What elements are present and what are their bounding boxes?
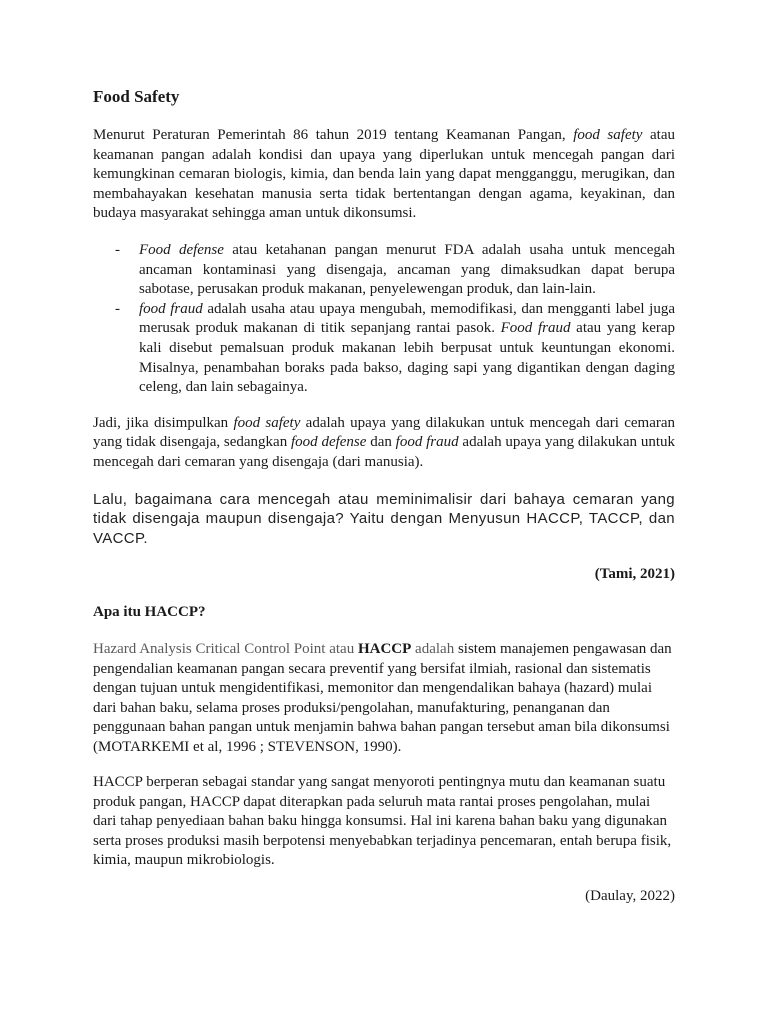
haccp-role-paragraph: HACCP berperan sebagai standar yang sangat menyoroti pentingnya mutu dan keamanan suatu produk pangan, HACCP dapat diterapkan pada seluruh mata rantai proses pengolahan, mulai dari tahap penyediaan bahan baku hingga konsumsi. Hal ini karena bahan baku yang digunakan serta proses produksi masih berpotensi menyebabkan terjadinya pencemaran, entah berupa fisik, kimia, maupun mikrobiologis. xyxy=(93,774,672,869)
haccp-adalah: adalah xyxy=(411,641,455,658)
conclusion-term-2: food defense xyxy=(291,434,367,451)
food-fraud-text-1: adalah usaha atau upaya mengubah, memodifikasi, dan mengganti label juga merusak produk makanan di titik sepanjang rantai pasok. xyxy=(139,300,675,337)
intro-paragraph xyxy=(93,126,675,224)
food-defense-text: atau ketahanan pangan menurut FDA adalah usaha untuk mencegah ancaman kontaminasi yang disengaja, ancaman yang dimaksudkan dapat berupa sabotase, perusakan produk makanan, penyelewengan produk, dan lain-lain. xyxy=(139,241,676,298)
bullet-dash: - xyxy=(115,300,120,317)
conclusion-text-4: adalah upaya yang dilakukan untuk mencegah dari cemaran yang disengaja (dari manusia). xyxy=(93,434,675,470)
haccp-abbr: HACCP xyxy=(357,641,412,658)
haccp-definition-text: sistem manajemen pengawasan dan pengendalian keamanan pangan secara preventif yang bersifat ilmiah, rasional dan sistematis dengan tujuan untuk mengidentifikasi, memonitor dan mengendalikan bahaya (hazard) mulai dari bahan baku, selama proses produksi/pengolahan, manufakturing, penanganan dan penggunaan bahan pangan untuk menjamin bahwa bahan pangan tersebut aman bila dikonsumsi (MOTARKEMI et al, 1996 ; STEVENSON, 1990). xyxy=(93,641,672,755)
intro-term-food-safety: food safety xyxy=(573,127,643,143)
conclusion-term-1: food safety xyxy=(233,414,301,431)
conclusion-text-3: dan xyxy=(366,434,396,451)
haccp-definition-paragraph xyxy=(93,640,675,757)
list-item-food-fraud xyxy=(93,300,675,398)
citation-tami: (Tami, 2021) xyxy=(594,566,675,583)
conclusion-term-3: food fraud xyxy=(395,434,459,451)
page-title: Food Safety xyxy=(93,87,180,106)
term-food-defense: Food defense xyxy=(139,241,224,258)
conclusion-paragraph xyxy=(93,414,675,473)
definition-list xyxy=(93,241,675,398)
section-heading-haccp: Apa itu HACCP? xyxy=(93,604,206,621)
question-paragraph: Lalu, bagaimana cara mencegah atau meminimalisir dari bahaya cemaran yang tidak disengaja maupun disengaja? Yaitu dengan Menyusun HACCP, TACCP, dan VACCP. xyxy=(93,490,675,547)
term-food-fraud: food fraud xyxy=(139,300,203,317)
list-item-food-defense xyxy=(93,241,675,300)
document-body xyxy=(93,86,675,906)
food-fraud-text-2: atau yang kerap kali disebut pemalsuan produk makanan lebih berpusat untuk keuntungan ekonomi. Misalnya, penambahan boraks pada bakso, daging sapi yang digantikan dengan daging celeng, dan lain sebagainya. xyxy=(139,320,676,396)
term-food-fraud-2: Food fraud xyxy=(500,320,571,337)
haccp-lead: Hazard Analysis Critical Control Point atau xyxy=(93,641,358,658)
intro-text-1: Menurut Peraturan Pemerintah 86 tahun 2019 tentang Keamanan Pangan, xyxy=(93,127,574,143)
bullet-dash: - xyxy=(115,241,120,258)
conclusion-text-1: Jadi, jika disimpulkan xyxy=(93,414,234,431)
intro-text-2: atau keamanan pangan adalah kondisi dan upaya yang diperlukan untuk mencegah pangan dari kemungkinan cemaran biologis, kimia, dan benda lain yang dapat mengganggu, merugikan, dan membahayakan kesehatan manusia serta tidak bertentangan dengan agama, keyakinan, dan budaya masyarakat sehingga aman untuk dikonsumsi. xyxy=(93,127,676,222)
citation-daulay: (Daulay, 2022) xyxy=(585,887,675,904)
conclusion-text-2: adalah upaya yang dilakukan untuk mencegah dari cemaran yang tidak disengaja, sedangkan xyxy=(93,414,676,451)
